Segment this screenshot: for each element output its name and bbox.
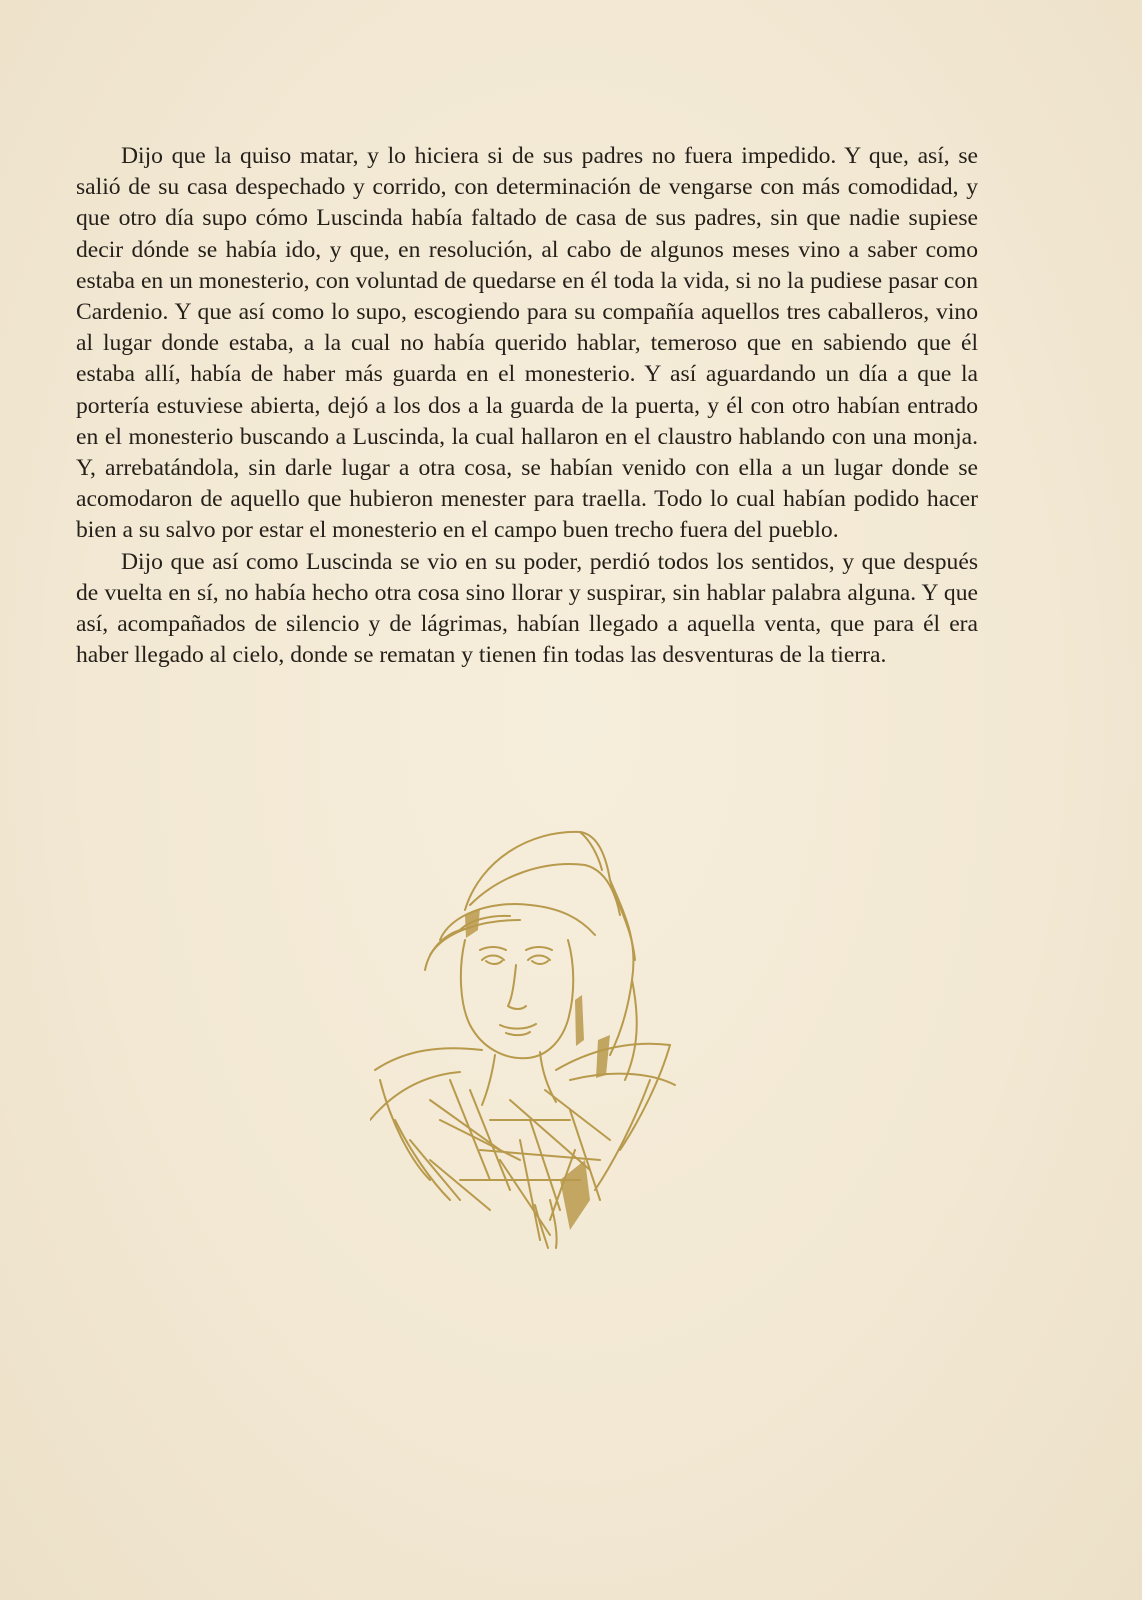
paragraph-1: Dijo que la quiso matar, y lo hiciera si de sus padres no fuera impedido. Y que, así, se salió de su casa despechado y corrido, con determinación de vengarse con más comodidad, y que otro día supo cómo Luscinda había faltado de casa de sus padres, sin que nadie supiese decir dónde se había ido, y que, en resolución, al cabo de algunos meses vino a saber como estaba en un monesterio, con voluntad de quedarse en él toda la vida, si no la pudiese pasar con Cardenio. Y que así como lo supo, escogiendo para su compañía aquellos tres caballeros, vino al lugar donde estaba, a la cual no había querido hablar, temeroso que en sabiendo que él estaba allí, había de haber más guarda en el monesterio. Y así aguardando un día a que la portería estuviese abierta, dejó a los dos a la guarda de la puerta, y él con otro habían entrado en el monesterio buscando a Luscinda, la cual hallaron en el claustro hablando con una monja. Y, arrebatándola, sin darle lugar a otra cosa, se habían venido con ella a un lugar donde se acomodaron de aquello que hubieron menester para traella. Todo lo cual habían podido hacer bien a su salvo por estar el monesterio en el campo buen trecho fuera del pueblo. xyxy=(76,143,978,544)
body-text xyxy=(76,141,978,671)
paragraph-2: Dijo que así como Luscinda se vio en su poder, perdió todos los sentidos, y que después de vuelta en sí, no había hecho otra cosa sino llorar y suspirar, sin hablar palabra alguna. Y que así, acompañados de silencio y de lágrimas, habían llegado a aquella venta, que para él era haber llegado al cielo, donde se rematan y tienen fin todas las desventuras de la tierra. xyxy=(76,548,978,669)
sketch-drawing xyxy=(370,820,690,1250)
woman-sketch-illustration xyxy=(370,820,690,1250)
